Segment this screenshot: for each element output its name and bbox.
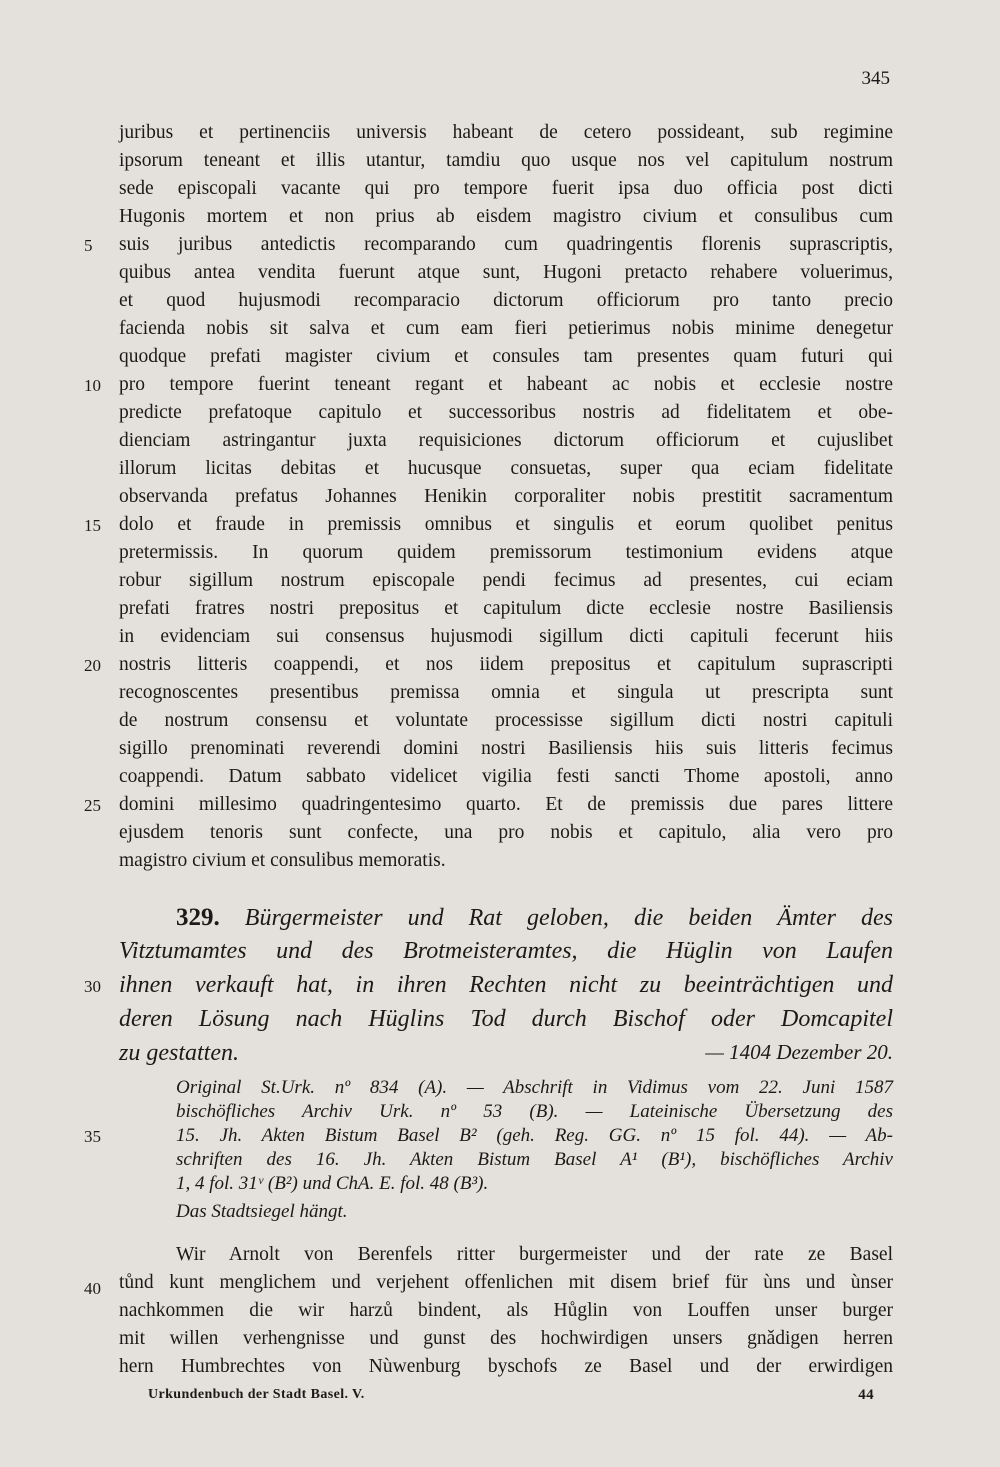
document-date: — 1404 Dezember 20. <box>705 1040 893 1064</box>
body-line: observanda prefatus Johannes Henikin corporaliter nobis prestitit sacramentum <box>119 486 893 507</box>
body-line: tůnd kunt menglichem und verjehent offenlichen mit disem brief für ùns und ùnser <box>119 1272 893 1293</box>
body-line: et quod hujusmodi recomparacio dictorum officiorum pro tanto precio <box>119 290 893 311</box>
body-line: sigillo prenominati reverendi domini nostri Basiliensis hiis suis litteris fecimus <box>119 738 893 759</box>
body-line: nostris litteris coappendi, et nos iidem prepositus et capitulum suprascripti <box>119 654 893 675</box>
document-heading-line: deren Lösung nach Hüglins Tod durch Bischof oder Domcapitel <box>119 1006 893 1032</box>
body-line: prefati fratres nostri prepositus et capitulum dicte ecclesie nostre Basiliensis <box>119 598 893 619</box>
body-line: domini millesimo quadringentesimo quarto. Et de premissis due pares littere <box>119 794 893 815</box>
body-line: hern Humbrechtes von Nùwenburg byschofs ze Basel und der erwirdigen <box>119 1356 893 1377</box>
heading-text: zu gestatten. <box>119 1040 239 1066</box>
document-heading-line <box>119 1040 893 1067</box>
source-note-line: 1, 4 fol. 31ᵛ (B²) und ChA. E. fol. 48 (B³). <box>176 1173 489 1194</box>
body-line: ejusdem tenoris sunt confecte, una pro nobis et capitulo, alia vero pro <box>119 822 893 843</box>
body-line: juribus et pertinenciis universis habeant de cetero possideant, sub regimine <box>119 122 893 143</box>
body-line: facienda nobis sit salva et cum eam fieri petierimus nobis minime denegetur <box>119 318 893 339</box>
body-line: ipsorum teneant et illis utantur, tamdiu quo usque nos vel capitulum nostrum <box>119 150 893 171</box>
body-line: mit willen verhengnisse und gunst des hochwirdigen unsers gnǎdigen herren <box>119 1328 893 1349</box>
line-number: 40 <box>84 1279 101 1298</box>
footer-title: Urkundenbuch der Stadt Basel. V. <box>148 1387 365 1402</box>
line-number: 5 <box>84 236 93 255</box>
body-line: dienciam astringantur juxta requisiciones dictorum officiorum et cujuslibet <box>119 430 893 451</box>
document-number: 329. <box>176 904 220 931</box>
body-line: robur sigillum nostrum episcopale pendi fecimus ad presentes, cui eciam <box>119 570 893 591</box>
body-line: sede episcopali vacante qui pro tempore fuerit ipsa duo officia post dicti <box>119 178 893 199</box>
line-number: 15 <box>84 516 101 535</box>
body-line: nachkommen die wir harzů bindent, als Hůglin von Louffen unser burger <box>119 1300 893 1321</box>
body-line: pretermissis. In quorum quidem premissorum testimonium evidens atque <box>119 542 893 563</box>
body-line: Hugonis mortem et non prius ab eisdem magistro civium et consulibus cum <box>119 206 893 227</box>
source-note-line: 15. Jh. Akten Bistum Basel B² (geh. Reg. GG. nº 15 fol. 44). — Ab- <box>176 1125 893 1146</box>
body-line: illorum licitas debitas et hucusque consuetas, super qua eciam fidelitate <box>119 458 893 479</box>
document-heading-line: Vitztumamtes und des Brotmeisteramtes, die Hüglin von Laufen <box>119 938 893 964</box>
heading-text: Bürgermeister und Rat geloben, die beiden Ämter des <box>244 905 893 931</box>
body-line: quibus antea vendita fuerunt atque sunt, Hugoni pretacto rehabere voluerimus, <box>119 262 893 283</box>
body-line: Wir Arnolt von Berenfels ritter burgermeister und der rate ze Basel <box>176 1244 893 1265</box>
line-number: 30 <box>84 977 101 996</box>
body-line: in evidenciam sui consensus hujusmodi sigillum dicti capituli fecerunt hiis <box>119 626 893 647</box>
source-note-line: schriften des 16. Jh. Akten Bistum Basel A¹ (B¹), bischöfliches Archiv <box>176 1149 893 1170</box>
body-line: coappendi. Datum sabbato videlicet vigilia festi sancti Thome apostoli, anno <box>119 766 893 787</box>
document-heading-line: ihnen verkauft hat, in ihren Rechten nicht zu beeinträchtigen und <box>119 972 893 998</box>
body-line: predicte prefatoque capitulo et successoribus nostris ad fidelitatem et obe- <box>119 402 893 423</box>
body-line: recognoscentes presentibus premissa omnia et singula ut prescripta sunt <box>119 682 893 703</box>
body-line: dolo et fraude in premissis omnibus et singulis et eorum quolibet penitus <box>119 514 893 535</box>
line-number: 10 <box>84 376 101 395</box>
line-number: 35 <box>84 1127 101 1146</box>
line-number: 25 <box>84 796 101 815</box>
body-line: pro tempore fuerint teneant regant et habeant ac nobis et ecclesie nostre <box>119 374 893 395</box>
body-line: de nostrum consensu et voluntate processisse sigillum dicti nostri capituli <box>119 710 893 731</box>
body-line: magistro civium et consulibus memoratis. <box>119 850 446 871</box>
source-note-line: bischöfliches Archiv Urk. nº 53 (B). — Lateinische Übersetzung des <box>176 1101 893 1122</box>
line-number: 20 <box>84 656 101 675</box>
document-heading-line <box>176 904 893 932</box>
source-note-line: Original St.Urk. nº 834 (A). — Abschrift in Vidimus vom 22. Juni 1587 <box>176 1077 893 1098</box>
signature-mark: 44 <box>858 1387 874 1403</box>
seal-note: Das Stadtsiegel hängt. <box>176 1201 348 1222</box>
body-line: quodque prefati magister civium et consules tam presentes quam futuri qui <box>119 346 893 367</box>
body-line: suis juribus antedictis recomparando cum quadringentis florenis suprascriptis, <box>119 234 893 255</box>
page-number: 345 <box>861 68 890 89</box>
